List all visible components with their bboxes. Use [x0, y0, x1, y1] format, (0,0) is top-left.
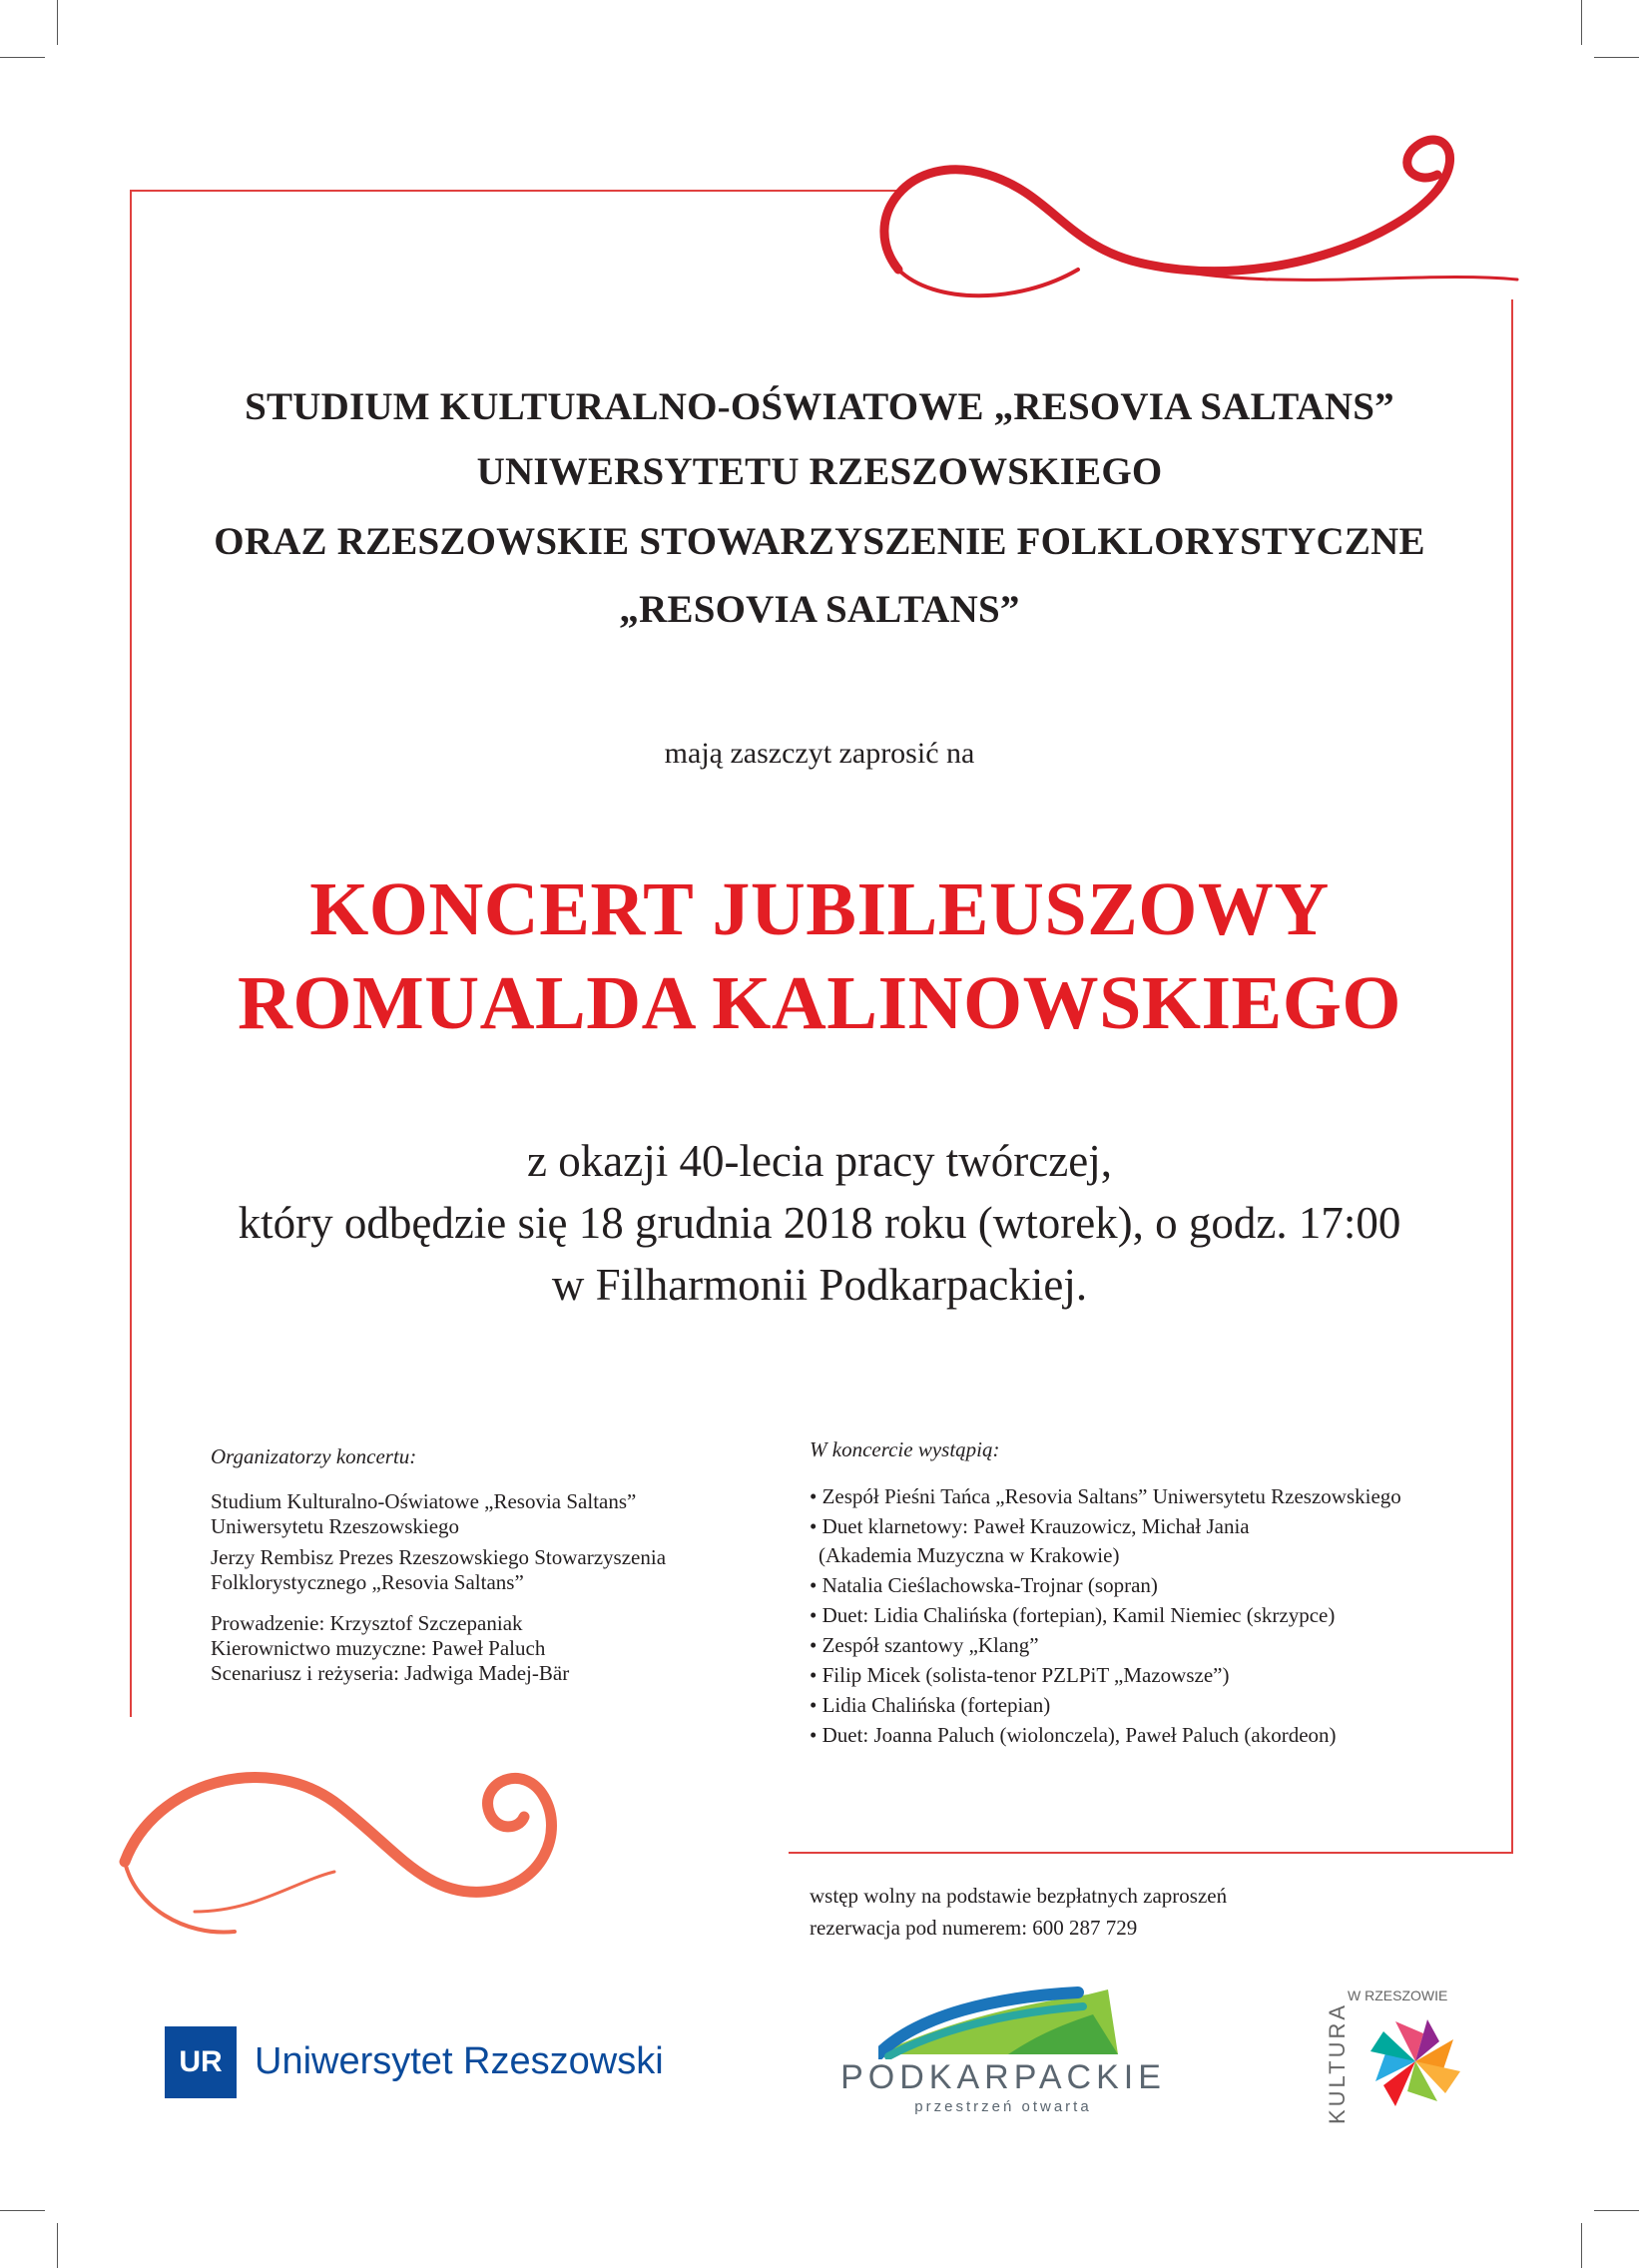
organizers-heading: Organizatorzy koncertu: — [211, 1444, 417, 1468]
invite-text: mają zaszczyt zaprosić na — [664, 737, 975, 770]
kultura-vertical-text: KULTURA — [1325, 2001, 1350, 2124]
header-line-2: UNIWERSYTETU RZESZOWSKIEGO — [476, 450, 1163, 493]
organizers-section — [211, 1444, 770, 1686]
crop-mark — [0, 2210, 45, 2211]
performer-item: • Filip Micek (solista-tenor PZLPiT „Mazowsze”) — [810, 1663, 1230, 1687]
crop-mark — [1581, 0, 1582, 45]
performer-item-continuation: (Akademia Muzyczna w Krakowie) — [819, 1543, 1120, 1567]
credit-host: Prowadzenie: Krzysztof Szczepaniak — [211, 1611, 523, 1635]
performer-item: • Zespół szantowy „Klang” — [810, 1633, 1039, 1657]
admission-line-1: wstęp wolny na podstawie bezpłatnych zaproszeń — [810, 1884, 1228, 1908]
ur-logo-name: Uniwersytet Rzeszowski — [255, 2040, 664, 2082]
podkarpackie-tagline: przestrzeń otwarta — [914, 2098, 1092, 2115]
pinwheel-icon — [1366, 2011, 1465, 2111]
performer-item: • Lidia Chalińska (fortepian) — [810, 1693, 1051, 1717]
occasion-line-3: w Filharmonii Podkarpackiej. — [551, 1260, 1088, 1310]
credit-music-director: Kierownictwo muzyczne: Paweł Paluch — [211, 1636, 546, 1660]
performer-item: • Duet: Joanna Paluch (wiolonczela), Paweł Paluch (akordeon) — [810, 1723, 1337, 1747]
performers-heading: W koncercie wystąpią: — [810, 1437, 1000, 1461]
performers-section — [810, 1437, 1508, 1753]
organizer-1-line-1: Studium Kulturalno-Oświatowe „Resovia Saltans” — [211, 1489, 637, 1513]
performer-item: • Zespół Pieśni Tańca „Resovia Saltans” Uniwersytetu Rzeszowskiego — [810, 1484, 1401, 1508]
admission-info — [810, 1880, 1508, 1944]
occasion-line-1: z okazji 40-lecia pracy twórczej, — [527, 1136, 1112, 1186]
kultura-logo — [1308, 1982, 1477, 2131]
podkarpackie-mountain-icon — [878, 1984, 1118, 2059]
header-line-1: STUDIUM KULTURALNO-OŚWIATOWE „RESOVIA SALTANS” — [245, 385, 1394, 428]
credit-director: Scenariusz i reżyseria: Jadwiga Madej-Bär — [211, 1661, 570, 1685]
organizer-1-line-2: Uniwersytetu Rzeszowskiego — [211, 1514, 460, 1538]
title-line-1: KONCERT JUBILEUSZOWY — [309, 867, 1330, 951]
frame-bottom-line — [789, 1852, 1513, 1854]
crop-mark — [57, 2223, 58, 2268]
header-line-4: „RESOVIA SALTANS” — [619, 588, 1020, 631]
swirl-ornament-top — [838, 130, 1557, 329]
ur-logo — [165, 2026, 684, 2098]
reservation-line: rezerwacja pod numerem: 600 287 729 — [810, 1916, 1138, 1940]
organizer-2-line-2: Folklorystycznego „Resovia Saltans” — [211, 1570, 524, 1594]
performer-item: • Natalia Cieślachowska-Trojnar (sopran) — [810, 1573, 1158, 1597]
podkarpackie-logo — [828, 1984, 1178, 2114]
organizer-2-line-1: Jerzy Rembisz Prezes Rzeszowskiego Stowarzyszenia — [211, 1545, 667, 1569]
swirl-ornament-bottom — [95, 1712, 634, 1952]
ur-logo-mark: UR — [165, 2026, 237, 2098]
crop-mark — [57, 0, 58, 45]
podkarpackie-name: PODKARPACKIE — [840, 2058, 1166, 2096]
occasion-line-2: który odbędzie się 18 grudnia 2018 roku (wtorek), o godz. 17:00 — [238, 1198, 1401, 1248]
performer-item: • Duet klarnetowy: Paweł Krauzowicz, Michał Jania — [810, 1514, 1250, 1538]
crop-mark — [1594, 57, 1639, 58]
title-line-2: ROMUALDA KALINOWSKIEGO — [238, 961, 1401, 1045]
kultura-city-text: W RZESZOWIE — [1348, 1987, 1448, 2003]
crop-mark — [1581, 2223, 1582, 2268]
crop-mark — [1594, 2210, 1639, 2211]
performer-item: • Duet: Lidia Chalińska (fortepian), Kamil Niemiec (skrzypce) — [810, 1603, 1336, 1627]
crop-mark — [0, 57, 45, 58]
frame-top-line — [130, 190, 898, 192]
header-line-3: ORAZ RZESZOWSKIE STOWARZYSZENIE FOLKLORYSTYCZNE — [214, 520, 1425, 563]
